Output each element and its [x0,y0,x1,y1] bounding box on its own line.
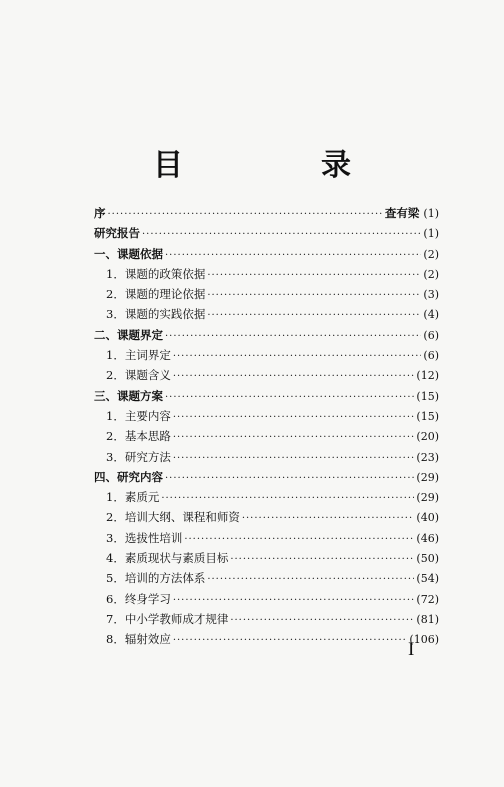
toc-entry-page: (81) [416,612,439,626]
toc-entry [94,365,439,385]
dot-leader [173,631,408,651]
toc-entry-page: (106) [409,633,439,647]
toc-entry [94,304,439,324]
toc-entry [94,528,439,548]
toc-entry [94,386,439,406]
toc-entry-page: (2) [423,267,439,281]
dot-leader [161,489,414,509]
toc-entry [94,507,439,527]
toc-entry [94,406,439,426]
dot-leader [173,347,422,367]
dot-leader [207,286,421,306]
toc-entry [94,609,439,629]
toc-entry-title: 四、研究内容 [94,469,163,484]
toc-entry-title: 1．课题的政策依据 [106,266,206,281]
dot-leader [173,428,415,448]
toc-entry-page: (6) [423,349,439,363]
dot-leader [173,367,415,387]
dot-leader [230,611,414,631]
toc-entry-title: 1．主要内容 [106,408,171,423]
toc-entry-page: (40) [416,511,439,525]
toc-entry-page: (4) [423,308,439,322]
toc-entry [94,264,439,284]
toc-entry-page: (54) [416,572,439,586]
toc-entry-title: 6．终身学习 [106,591,171,606]
toc-entry-title: 2．课题的理论依据 [106,287,206,302]
toc-entry-title: 3．课题的实践依据 [106,307,206,322]
dot-leader [108,205,383,225]
toc-entry-page: (20) [416,430,439,444]
toc-entry [94,426,439,446]
page-title: 目 录 [153,148,405,183]
toc-entry-page: (2) [423,247,439,261]
toc-entry-page: (46) [416,531,439,545]
dot-leader [207,570,414,590]
toc-entry-title: 5．培训的方法体系 [106,571,206,586]
toc-entry-title: 序 [94,206,106,220]
toc-entry-page: (29) [416,470,439,484]
toc-entry-page: (23) [416,450,439,464]
toc-entry-page: (29) [416,491,439,505]
dot-leader [207,306,421,326]
toc-entry-page: (50) [416,552,439,566]
toc-entry-title: 3．研究方法 [106,449,171,464]
toc-entry [94,589,439,609]
dot-leader [173,408,415,428]
dot-leader [165,327,421,347]
toc-entry-title: 1．主词界定 [106,348,171,363]
dot-leader [230,550,414,570]
dot-leader [207,266,421,286]
toc-entry-title: 研究报告 [94,226,140,241]
toc-entry-title: 3．选拔性培训 [106,530,183,545]
toc-entry [94,345,439,365]
page-number: I [408,639,415,660]
toc-entry-title: 8．辐射效应 [106,632,171,647]
toc-entry-title: 三、课题方案 [94,388,163,403]
dot-leader [165,388,414,408]
toc-entry [94,223,439,243]
toc-entry-page: (12) [416,369,439,383]
toc-entry [94,284,439,304]
dot-leader [142,225,421,245]
toc-entry [94,568,439,588]
dot-leader [165,246,421,266]
dot-leader [184,530,414,550]
table-of-contents [94,203,439,650]
toc-entry-page: (1) [423,207,439,220]
toc-entry-title: 1．素质元 [106,490,160,505]
toc-entry-author: 查有梁 [384,206,420,220]
dot-leader [242,509,415,529]
toc-entry-title: 4．素质现状与素质目标 [106,551,229,566]
toc-entry-page: (15) [416,409,439,423]
toc-entry-title: 2．基本思路 [106,429,171,444]
toc-entry [94,467,439,487]
dot-leader [173,591,415,611]
toc-entry-page: (1) [423,227,439,241]
toc-entry-page: (72) [416,592,439,606]
toc-entry [94,203,439,223]
toc-entry-title: 2．培训大纲、课程和师资 [106,510,240,525]
toc-entry [94,325,439,345]
toc-entry [94,629,439,649]
toc-entry-page: (6) [423,328,439,342]
toc-entry [94,447,439,467]
toc-entry-title: 二、课题界定 [94,327,163,342]
toc-entry [94,487,439,507]
dot-leader [173,449,415,469]
dot-leader [165,469,414,489]
toc-entry-title: 2．课题含义 [106,368,171,383]
toc-entry [94,244,439,264]
toc-entry [94,548,439,568]
toc-entry-page: (15) [416,389,439,403]
toc-entry-page: (3) [423,288,439,302]
toc-entry-title: 一、课题依据 [94,246,163,261]
toc-entry-title: 7．中小学教师成才规律 [106,611,229,626]
